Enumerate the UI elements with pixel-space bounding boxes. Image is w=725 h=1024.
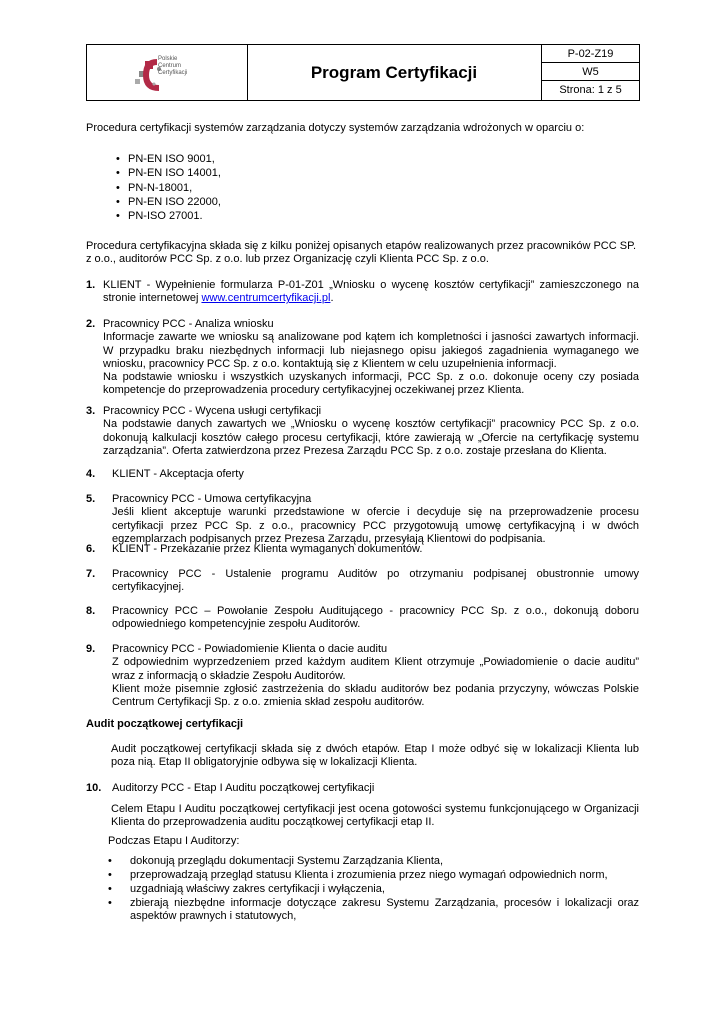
step-number: 5. bbox=[86, 493, 96, 505]
logo-text-line2: Centrum bbox=[158, 63, 182, 69]
step-9-body: Z odpowiednim wyprzedzeniem przed każdym auditem Klient otrzymuje „Powiadomienie o dacie auditu” wraz z informacją o składzie Zespołu Auditorów. bbox=[112, 656, 639, 682]
intro-text: Procedura certyfikacji systemów zarządzania dotyczy systemów zarządzania wdrożonych w oparciu o: bbox=[86, 122, 585, 134]
step-2-body: Informacje zawarte we wniosku są analizowane pod kątem ich kompletności i jasności zawartych informacji. W przypadku braku niezbędnych informacji lub niejasnego opisu jakiegoś zagadnienia wymaganego we wniosku, pracownicy PCC Sp. z o.o. kontaktują się z Klientem w celu uzupełnienia informacji. bbox=[103, 331, 639, 370]
audit-heading: Audit początkowej certyfikacji bbox=[86, 718, 244, 730]
list-item: • PN-EN ISO 14001, bbox=[116, 167, 221, 180]
document-header bbox=[86, 44, 640, 101]
logo-text-line1: Polskie bbox=[158, 56, 178, 62]
step-9-body2: Klient może pisemnie zgłosić zastrzeżenia do składu auditorów bez podania przyczyny, wówczas Polskie Centrum Certyfikacji Sp. z o.o. zmienia skład zespołu auditorów. bbox=[112, 682, 639, 709]
step-10-body: Celem Etapu I Auditu początkowej certyfikacji jest ocena gotowości systemu funkcjonującego w Organizacji Klienta do przeprowadzenia auditu początkowej certyfikacji etap II. bbox=[111, 803, 639, 829]
document-version: W5 bbox=[542, 63, 639, 81]
step-3-title: Pracownicy PCC - Wycena usługi certyfikacji bbox=[103, 405, 322, 417]
step-5-body: Jeśli klient akceptuje warunki przedstawione w ofercie i decyduje się na przeprowadzenie procesu certyfikacji przez PCC Sp. z o.o., pracownicy PCC przygotowują umowę certyfikacyjną i w dwóch egzemplarzach podpisanych przez Prezesa Zarządu, przesyłają Klientowi do podpisania. bbox=[112, 506, 639, 545]
step-1-text: KLIENT - Wypełnienie formularza P-01-Z01 „Wniosku o wycenę kosztów certyfikacji” zamieszczonego na stronie internetowej bbox=[103, 279, 639, 305]
step-number: 4. bbox=[86, 468, 96, 480]
list-item: • PN-N-18001, bbox=[116, 181, 193, 194]
step-1: KLIENT - Wypełnienie formularza P-01-Z01 „Wniosku o wycenę kosztów certyfikacji” zamieszczonego na stronie internetowej www.centrumcertyfikacji.pl. bbox=[103, 279, 639, 305]
step-number: 10. bbox=[86, 782, 102, 794]
logo-cell bbox=[87, 45, 248, 100]
pcc-logo bbox=[129, 51, 209, 95]
logo-text-line3: Certyfikacji bbox=[158, 70, 188, 76]
list-item: • PN-EN ISO 9001, bbox=[116, 153, 215, 165]
standards-list bbox=[116, 152, 221, 223]
document-title: Program Certyfikacji bbox=[310, 62, 478, 82]
step-number: 7. bbox=[86, 568, 96, 580]
step-number: 2. bbox=[86, 318, 96, 330]
step-10-title: Auditorzy PCC - Etap I Auditu początkowej certyfikacji bbox=[112, 782, 375, 794]
audit-body: Audit początkowej certyfikacji składa się z dwóch etapów. Etap I może odbyć się w lokalizacji Klienta lub poza nią. Etap II obligatoryjnie odbywa się w lokalizacji Klienta. bbox=[111, 743, 639, 769]
step-number: 9. bbox=[86, 643, 96, 655]
during-stage-label: Podczas Etapu I Auditorzy: bbox=[108, 835, 240, 847]
step-7: Pracownicy PCC - Ustalenie programu Auditów po otrzymaniu podpisanej obustronnie umowy certyfikacyjnej. bbox=[112, 568, 639, 594]
procedure-intro: Procedura certyfikacyjna składa się z kilku poniżej opisanych etapów realizowanych przez pracowników PCC SP. z o.o., auditorów PCC Sp. z o.o. lub przez Organizację czyli Klienta PCC Sp. z o.o. bbox=[86, 240, 637, 266]
step-9 bbox=[112, 643, 639, 709]
step-5 bbox=[112, 493, 639, 546]
step-number: 6. bbox=[86, 543, 96, 555]
title-cell bbox=[247, 45, 541, 100]
step-2 bbox=[103, 318, 639, 398]
step-3-body: Na podstawie danych zawartych we „Wniosku o wycenę kosztów certyfikacji” pracownicy PCC Sp. z o.o. dokonują kalkulacji kosztów całego procesu certyfikacji, które zawierają w „Ofercie na certyfikację systemu zarządzania”. Oferta zatwierdzona przez Prezesa Zarządu PCC Sp. z o.o. zostaje przesłana do Klienta. bbox=[103, 418, 639, 457]
step-number: 8. bbox=[86, 605, 96, 617]
step-6: KLIENT - Przekazanie przez Klienta wymaganych dokumentów. bbox=[112, 543, 423, 555]
step-4: KLIENT - Akceptacja oferty bbox=[112, 468, 244, 480]
step-number: 3. bbox=[86, 405, 96, 417]
step-5-title: Pracownicy PCC - Umowa certyfikacyjna bbox=[112, 493, 312, 505]
step-2-title: Pracownicy PCC - Analiza wniosku bbox=[103, 318, 274, 330]
step-3 bbox=[103, 405, 639, 458]
list-item: • PN-EN ISO 22000, bbox=[116, 195, 221, 208]
document-page: Polskie Centrum Certyfikacji Program Certyfikacji P-02-Z19 W5 Strona: 1 z 5 Procedura certyfikacji systemów zarządzania dotyczy systemów zarządzania wdrożonych w oparciu o: • PN-EN ISO 9001, • PN-EN ISO 14001, • PN-N-18001, • PN-EN ISO 22000, • PN-ISO 27001. Procedura certyfikacyjna składa się z kilku poniżej opisanych etapów realizowanych przez pracowników PCC SP. z o.o., auditorów PCC Sp. z o.o. lub przez Organizację czyli Klienta PCC Sp. z o.o. 1. KLIENT - Wypełnienie formularza P-01-Z01 „Wniosku o wycenę kosztów certyfikacji” zamieszczonego na stronie internetowej www.centrumcertyfikacji.pl. 2. Pracownicy PCC - Analiza wniosku Informacje zawarte we wniosku są analizowane pod kątem ich kompletności i jasności zawartych informacji. W przypadku braku niezbędnych informacji lub niejasnego opisu jakiegoś zagadnienia wymaganego we wniosku, pracownicy PCC Sp. z o.o. kontaktują się z Klientem w celu uzupełnienia informacji. Na podstawie wniosku i wszystkich uzyskanych informacji, PCC Sp. z o.o. dokonuje oceny czy posiada kompetencje do przeprowadzenia procedury certyfikacyjnej oczekiwanej przez Klienta. 3. Pracownicy PCC - Wycena usługi certyfikacji Na podstawie danych zawartych we „Wniosku o wycenę kosztów certyfikacji” pracownicy PCC Sp. z o.o. dokonują kalkulacji kosztów całego procesu certyfikacji, które zawierają w „Ofercie na certyfikację systemu zarządzania”. Oferta zatwierdzona przez Prezesa Zarządu PCC Sp. z o.o. zostaje przesłana do Klienta. 4. KLIENT - Akceptacja oferty 5. Pracownicy PCC - Umowa certyfikacyjna Jeśli klient akceptuje warunki przedstawione w ofercie i decyduje się na przeprowadzenie procesu certyfikacji przez PCC Sp. z o.o., pracownicy PCC przygotowują umowę certyfikacyjną i w dwóch egzemplarzach podpisanych przez Prezesa Zarządu, przesyłają Klientowi do podpisania. 6. KLIENT - Przekazanie przez Klienta wymaganych dokumentów. 7. Pracownicy PCC - Ustalenie programu Auditów po otrzymaniu podpisanej obustronnie umowy certyfikacyjnej. 8. Pracownicy PCC – Powołanie Zespołu Auditującego - pracownicy PCC Sp. z o.o., dokonują doboru odpowiedniego kompetencyjnie zespołu Auditorów. 9. Pracownicy PCC - Powiadomienie Klienta o dacie auditu Z odpowiednim wyprzedzeniem przed każdym auditem Klient otrzymuje „Powiadomienie o dacie auditu” wraz z informacją o składzie Zespołu Auditorów. Klient może pisemnie zgłosić zastrzeżenia do składu auditorów bez podania przyczyny, wówczas Polskie Centrum Certyfikacji Sp. z o.o. zmienia skład zespołu auditorów. Audit początkowej certyfikacji Audit początkowej certyfikacji składa się z dwóch etapów. Etap I może odbyć się w lokalizacji Klienta lub poza nią. Etap II obligatoryjnie odbywa się w lokalizacji Klienta. 10. Auditorzy PCC - Etap I Auditu początkowej certyfikacji Celem Etapu I Auditu początkowej certyfikacji jest ocena gotowości systemu funkcjonującego w Organizacji Klienta do przeprowadzenia auditu początkowej certyfikacji etap II. Podczas Etapu I Auditorzy: • dokonują przeglądu dokumentacji Systemu Zarządzania Klienta, • przeprowadzają przegląd statusu Klienta i zrozumienia przez niego wymagań odpowiednich norm, • uzgadniają właściwy zakres certyfikacji i wyłączenia, • zbierają niezbędne informacje dotyczące zakresu Systemu Zarządzania, procesów i lokalizacji oraz aspektów prawnych i statutowych, bbox=[0, 0, 725, 1024]
step-number: 1. bbox=[86, 279, 96, 291]
step-9-title: Pracownicy PCC - Powiadomienie Klienta o dacie auditu bbox=[112, 643, 388, 655]
list-item: • PN-ISO 27001. bbox=[116, 210, 203, 223]
meta-cell bbox=[541, 45, 639, 100]
document-code: P-02-Z19 bbox=[542, 45, 639, 63]
website-link[interactable]: www.centrumcertyfikacji.pl bbox=[201, 292, 331, 305]
page-number: Strona: 1 z 5 bbox=[559, 84, 622, 96]
step-8: Pracownicy PCC – Powołanie Zespołu Auditującego - pracownicy PCC Sp. z o.o., dokonują doboru odpowiedniego kompetencyjnie zespołu Auditorów. bbox=[112, 605, 639, 631]
step-2-body2: Na podstawie wniosku i wszystkich uzyskanych informacji, PCC Sp. z o.o. dokonuje oceny czy posiada kompetencje do przeprowadzenia procedury certyfikacyjnej oczekiwanej przez Klienta. bbox=[103, 371, 639, 397]
